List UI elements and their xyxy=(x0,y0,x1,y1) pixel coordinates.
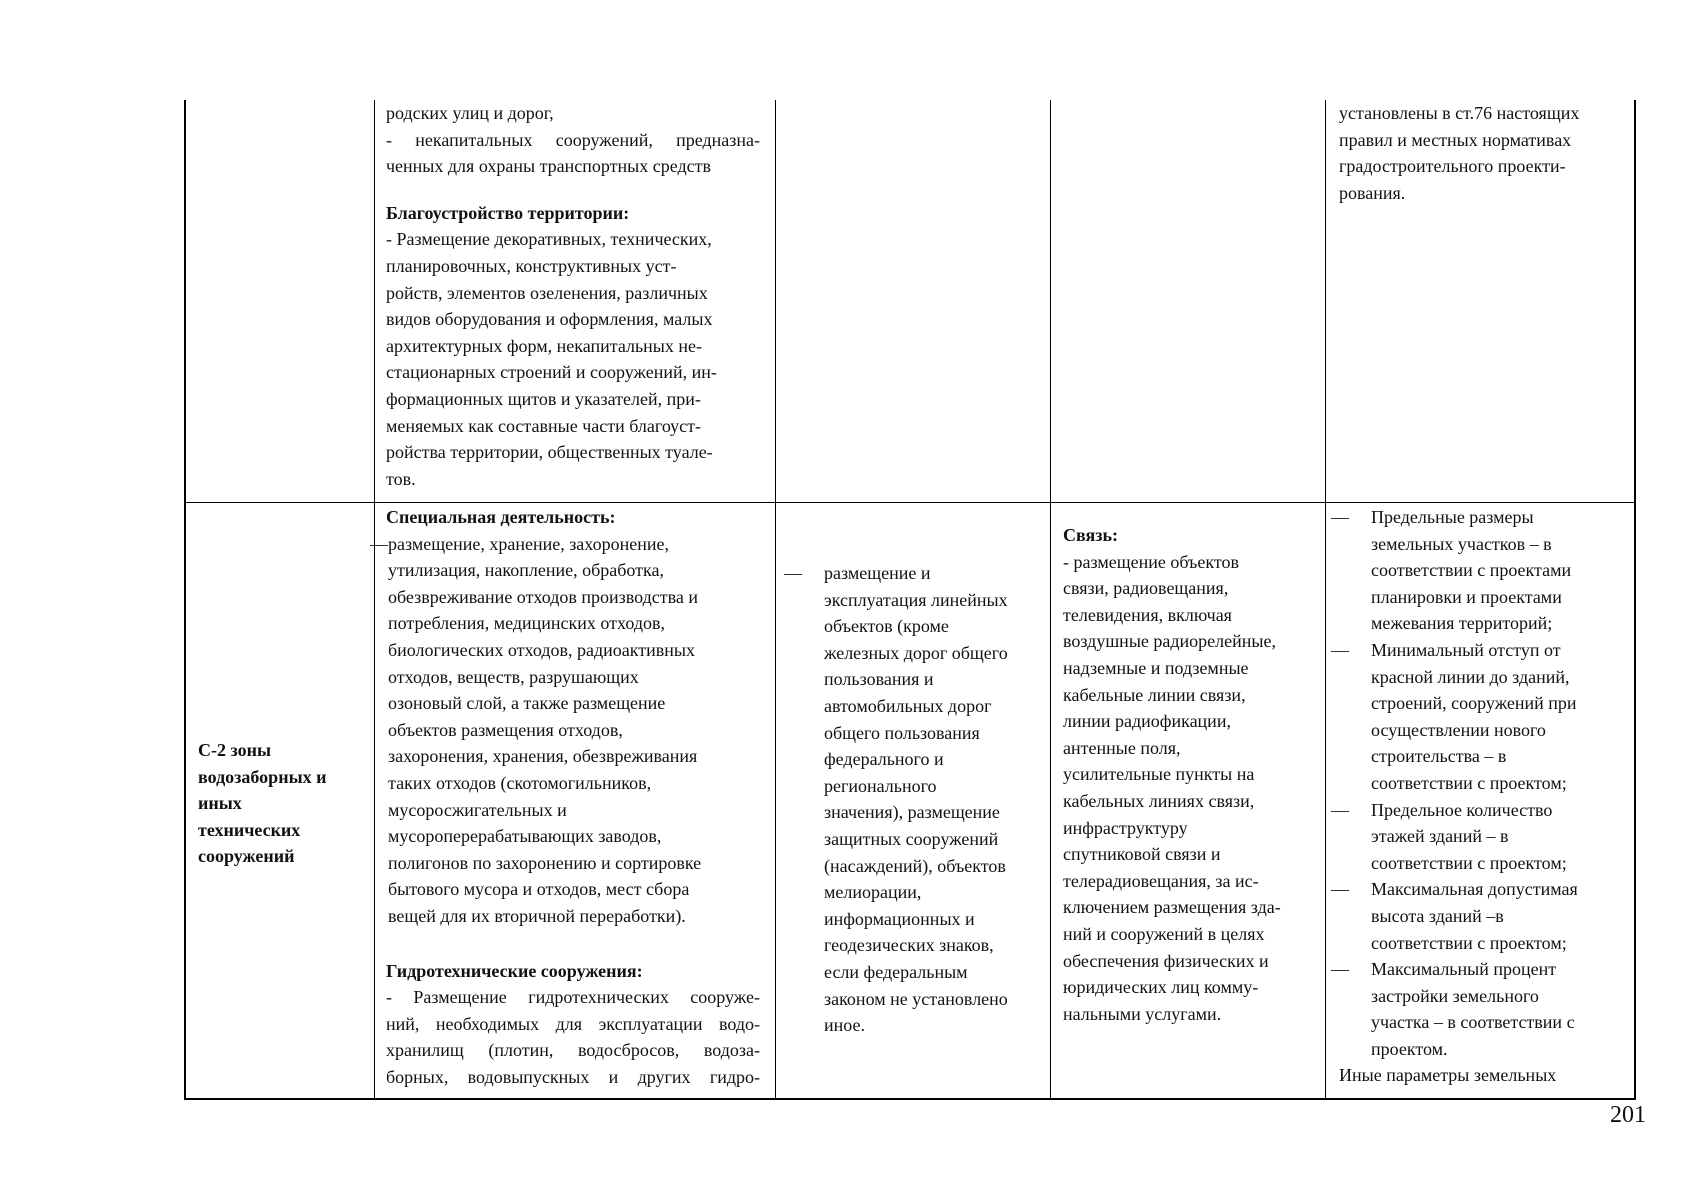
text-line: межевания территорий; xyxy=(1371,613,1553,634)
text-line: вещей для их вторичной переработки). xyxy=(388,905,686,926)
text-line: Минимальный отступ от xyxy=(1371,639,1561,660)
text-line: телевидения, включая xyxy=(1063,604,1232,625)
row-divider xyxy=(186,502,1634,503)
zone-name-line: С-2 зоны xyxy=(198,740,272,760)
text-line: (насаждений), объектов xyxy=(824,855,1006,876)
text-line: архитектурных форм, некапитальных не- xyxy=(386,335,703,356)
section-heading: Связь: xyxy=(1063,525,1118,545)
text-line: - размещение объектов xyxy=(1063,551,1239,572)
text-line: земельных участков – в xyxy=(1371,533,1552,554)
text-line: установлены в ст.76 настоящих xyxy=(1339,103,1580,123)
zone-name-line: иных xyxy=(198,793,242,814)
text-line: этажей зданий – в xyxy=(1371,826,1509,847)
text-line: захоронения, хранения, обезвреживания xyxy=(388,746,698,767)
zone-name-line: водозаборных и xyxy=(198,766,327,787)
text-line: ний и сооружений в целях xyxy=(1063,923,1265,944)
text-line: Максимальная допустимая xyxy=(1371,879,1578,900)
text-line: ройства территории, общественных туале- xyxy=(386,442,713,463)
text-line: усилительные пункты на xyxy=(1063,764,1255,785)
text-line: правил и местных нормативах xyxy=(1339,129,1572,150)
text-line: потребления, медицинских отходов, xyxy=(388,613,665,634)
text-line: мусороперерабатывающих заводов, xyxy=(388,826,662,847)
text-line: проектом. xyxy=(1371,1038,1448,1059)
text-line: строений, сооружений при xyxy=(1371,693,1577,714)
text-line: объектов размещения отходов, xyxy=(388,719,623,740)
text-line: полигонов по захоронению и сортировке xyxy=(388,852,702,873)
list-item xyxy=(1331,637,1629,797)
page-number: 201 xyxy=(1610,1102,1646,1128)
text-line: размещение, хранение, захоронение, xyxy=(388,533,669,554)
dash-bullet: — xyxy=(1331,639,1349,660)
list-item xyxy=(1331,876,1629,956)
text-line: соответствии с проектами xyxy=(1371,560,1572,581)
text-line: кабельных линиях связи, xyxy=(1063,790,1255,811)
section-heading: Благоустройство территории: xyxy=(386,202,630,223)
text-line: нальными услугами. xyxy=(1063,1003,1222,1024)
bottom-row-conditional-uses xyxy=(784,560,1046,1039)
text-line: мусоросжигательных и xyxy=(388,799,567,820)
bottom-row-main-uses xyxy=(186,504,775,1090)
text-line: ченных для охраны транспортных средств xyxy=(386,156,712,177)
text-line: обезвреживание отходов производства и xyxy=(388,586,699,607)
text-line: ключением размещения зда- xyxy=(1063,897,1281,918)
dash-bullet: — xyxy=(1331,507,1349,527)
dash-bullet: — xyxy=(1331,879,1349,900)
text-line: соответствии с проектом; xyxy=(1371,852,1567,873)
column-divider xyxy=(1325,100,1326,1098)
text-line: видов оборудования и оформления, малых xyxy=(386,309,713,330)
text-line: инфраструктуру xyxy=(1063,817,1188,838)
text-line: размещение и xyxy=(824,563,931,583)
top-row-permitted-uses xyxy=(386,100,760,492)
text-line: надземные и подземные xyxy=(1063,657,1249,678)
text-line: ройств, элементов озеленения, различных xyxy=(386,282,708,303)
text-line: автомобильных дорог xyxy=(824,695,992,716)
text-line: озоновый слой, а также размещение xyxy=(388,693,666,714)
text-line: рования. xyxy=(1339,182,1406,203)
text-line: связи, радиовещания, xyxy=(1063,578,1229,599)
top-row-parameters xyxy=(1339,100,1623,206)
zone-name-line: сооружений xyxy=(198,846,295,867)
dash-bullet: — xyxy=(784,563,802,583)
column-divider xyxy=(775,100,776,1098)
dash-bullet: — xyxy=(370,533,388,554)
text-line: Иные параметры земельных xyxy=(1339,1065,1557,1086)
text-line: пользования и xyxy=(824,669,934,690)
text-line: антенные поля, xyxy=(1063,737,1181,758)
text-line: Максимальный процент xyxy=(1371,959,1557,980)
text-line: градостроительного проекти- xyxy=(1339,156,1566,177)
text-line: спутниковой связи и xyxy=(1063,844,1221,865)
text-line: планировки и проектами xyxy=(1371,586,1562,607)
list-item xyxy=(1331,956,1629,1062)
text-line: информационных и xyxy=(824,908,975,929)
text-line: юридических лиц комму- xyxy=(1063,977,1259,998)
list-item xyxy=(784,560,1046,1039)
zoning-table xyxy=(184,100,1636,1100)
text-line: линии радиофикации, xyxy=(1063,711,1231,732)
text-line: таких отходов (скотомогильников, xyxy=(388,772,652,793)
text-line: железных дорог общего xyxy=(824,642,1008,663)
text-line: соответствии с проектом; xyxy=(1371,772,1567,793)
text-line: Предельные размеры xyxy=(1371,507,1534,527)
text-line: объектов (кроме xyxy=(824,616,949,637)
text-line: регионального xyxy=(824,775,937,796)
text-line: утилизация, накопление, обработка, xyxy=(388,560,664,581)
text-line: осуществлении нового xyxy=(1371,719,1546,740)
text-line: отходов, веществ, разрушающих xyxy=(388,666,639,687)
text-line: значения), размещение xyxy=(824,802,1000,823)
text-line: законом не установлено xyxy=(824,988,1008,1009)
text-line: стационарных строений и сооружений, ин- xyxy=(386,362,717,383)
text-line: эксплуатация линейных xyxy=(824,589,1008,610)
text-line: - некапитальных сооружений, предназна- xyxy=(386,129,760,150)
list-item xyxy=(1331,797,1629,877)
text-line: телерадиовещания, за ис- xyxy=(1063,870,1259,891)
text-line: красной линии до зданий, xyxy=(1371,666,1570,687)
column-divider xyxy=(1050,100,1051,1098)
text-line: ний, необходимых для эксплуатации водо- xyxy=(386,1013,760,1034)
text-line: - Размещение декоративных, технических, xyxy=(386,229,712,250)
text-line: участка – в соответствии с xyxy=(1371,1012,1575,1033)
text-line: строительства – в xyxy=(1371,746,1507,767)
text-line: соответствии с проектом; xyxy=(1371,932,1567,953)
text-line: кабельные линии связи, xyxy=(1063,684,1246,705)
text-line: планировочных, конструктивных уст- xyxy=(386,255,677,276)
text-line: формационных щитов и указателей, при- xyxy=(386,388,701,409)
text-line: меняемых как составные части благоуст- xyxy=(386,415,701,436)
list-item xyxy=(370,531,775,930)
bottom-row-parameters xyxy=(1331,504,1629,1089)
text-line: геодезических знаков, xyxy=(824,935,994,956)
text-line: бытового мусора и отходов, мест сбора xyxy=(388,879,690,900)
section-heading: Специальная деятельность: xyxy=(386,507,616,527)
bottom-row-auxiliary-uses xyxy=(1063,522,1321,1027)
text-line: обеспечения физических и xyxy=(1063,950,1269,971)
section-heading: Гидротехнические сооружения: xyxy=(386,960,643,981)
dash-bullet: — xyxy=(1331,799,1349,820)
text-line: хранилищ (плотин, водосбросов, водоза- xyxy=(386,1040,760,1061)
text-line: тов. xyxy=(386,468,416,489)
text-line: Предельное количество xyxy=(1371,799,1553,820)
dash-bullet: — xyxy=(1331,959,1349,980)
text-line: высота зданий –в xyxy=(1371,905,1504,926)
text-line: воздушные радиорелейные, xyxy=(1063,631,1276,652)
text-line: общего пользования xyxy=(824,722,980,743)
text-line: застройки земельного xyxy=(1371,985,1539,1006)
text-line: биологических отходов, радиоактивных xyxy=(388,639,695,660)
text-line: - Размещение гидротехнических сооруже- xyxy=(386,987,760,1008)
text-line: борных, водовыпускных и других гидро- xyxy=(386,1066,760,1087)
zone-name-line: технических xyxy=(198,819,301,840)
list-item xyxy=(1331,504,1629,637)
text-line: мелиорации, xyxy=(824,882,922,903)
text-line: защитных сооружений xyxy=(824,828,999,849)
text-line: иное. xyxy=(824,1015,865,1036)
text-line: если федеральным xyxy=(824,961,968,982)
text-line: родских улиц и дорог, xyxy=(386,103,554,123)
text-line: федерального и xyxy=(824,749,944,770)
